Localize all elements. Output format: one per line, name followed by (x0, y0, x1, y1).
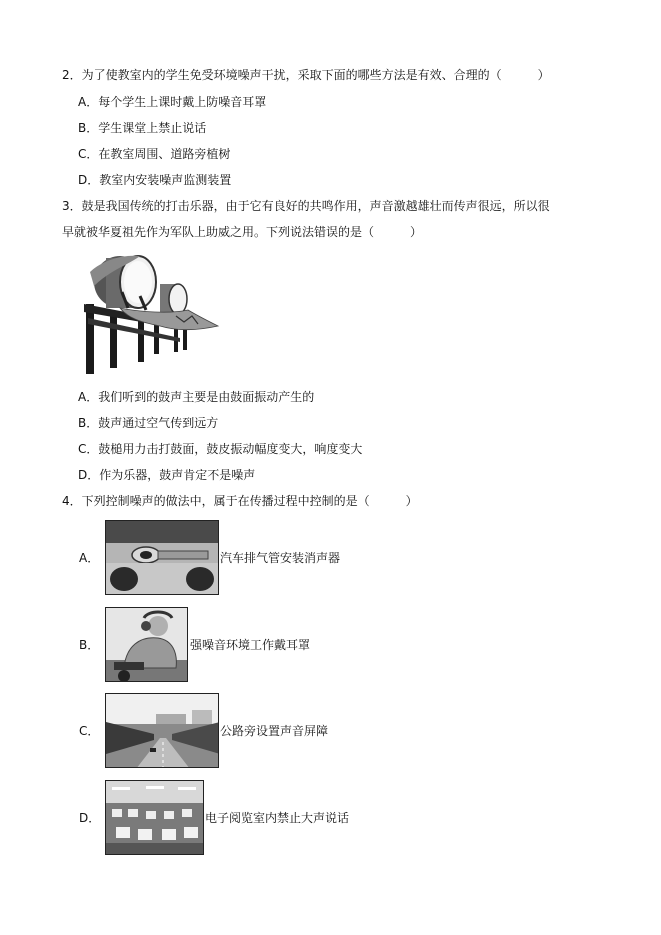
question-3-option-b: B．鼓声通过空气传到远方 (78, 416, 219, 430)
question-4-option-d-text: 电子阅览室内禁止大声说话 (205, 811, 350, 825)
question-2-option-d: D．教室内安装噪声监测装置 (78, 173, 232, 187)
question-4-stem: 4．下列控制噪声的做法中，属于在传播过程中控制的是（ ） (62, 494, 418, 508)
exhaust-muffler-photo (105, 520, 219, 595)
question-3-option-a: A．我们听到的鼓声主要是由鼓面振动产生的 (78, 390, 315, 404)
question-4-option-b-letter: B． (79, 638, 100, 652)
question-2-option-b: B．学生课堂上禁止说话 (78, 121, 207, 135)
question-2-stem: 2．为了使教室内的学生免受环境噪声干扰，采取下面的哪些方法是有效、合理的（ ） (62, 68, 550, 82)
drum-illustration (80, 252, 222, 376)
question-3-stem-line-1: 3．鼓是我国传统的打击乐器，由于它有良好的共鸣作用，声音激越雄壮而传声很远，所以很 (62, 199, 550, 213)
question-2-option-a: A．每个学生上课时戴上防噪音耳罩 (78, 95, 267, 109)
question-4-option-c-text: 公路旁设置声音屏障 (220, 724, 329, 738)
worker-earmuffs-photo (105, 607, 188, 682)
question-4-option-a-letter: A． (79, 551, 100, 565)
noise-barrier-photo (105, 693, 219, 768)
question-4-option-a-text: 汽车排气管安装消声器 (220, 551, 341, 565)
question-4-option-b-text: 强噪音环境工作戴耳罩 (190, 638, 311, 652)
question-4-option-d-letter: D． (79, 811, 101, 825)
question-3-option-c: C．鼓槌用力击打鼓面，鼓皮振动幅度变大，响度变大 (78, 442, 363, 456)
question-3-option-d: D．作为乐器，鼓声肯定不是噪声 (78, 468, 256, 482)
question-2-option-c: C．在教室周围、道路旁植树 (78, 147, 231, 161)
question-3-stem-line-2: 早就被华夏祖先作为军队上助威之用。下列说法错误的是（ ） (62, 225, 423, 239)
reading-room-photo (105, 780, 204, 855)
question-4-option-c-letter: C． (79, 724, 100, 738)
